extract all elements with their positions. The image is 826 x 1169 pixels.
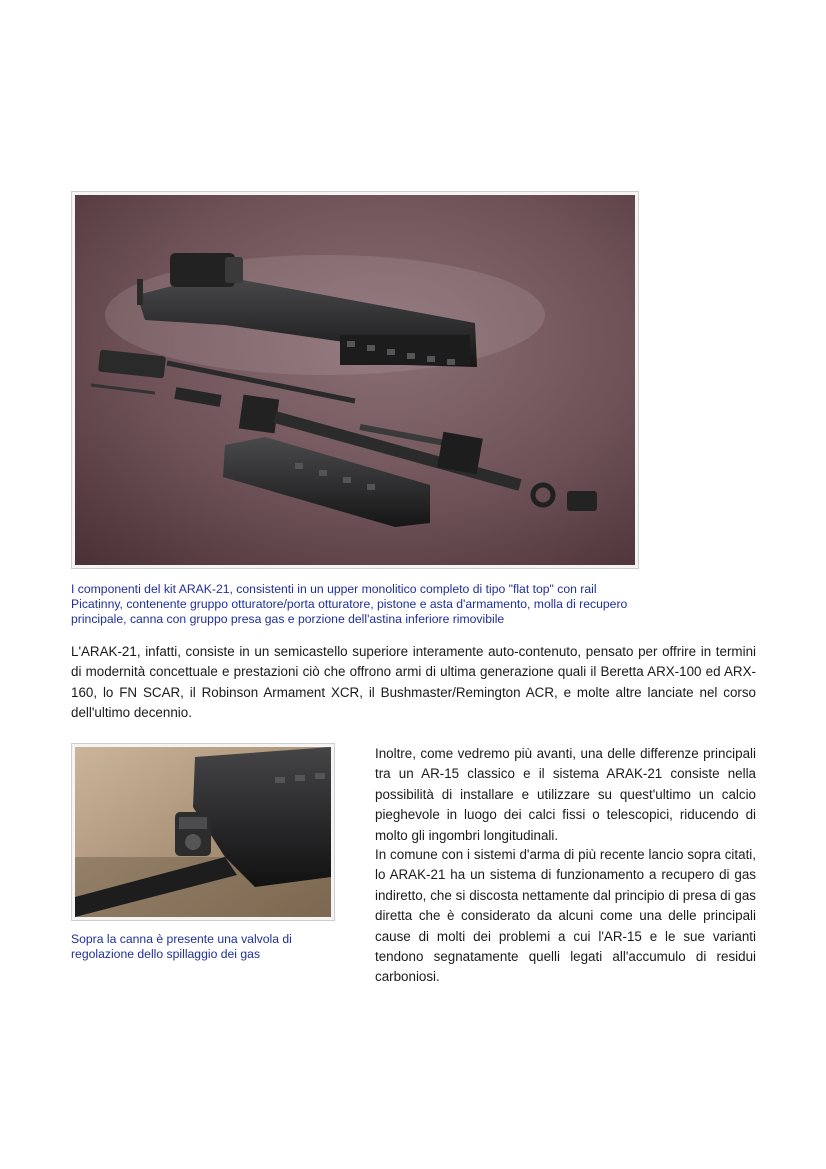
figure-photo-gas-valve (71, 743, 335, 921)
gas-valve-photo (75, 747, 331, 917)
body-paragraph-intro: L'ARAK-21, infatti, consiste in un semicastello superiore interamente auto-contenuto, pensato per offrire in termini di modernità concettuale e prestazioni ciò che offrono armi di ultima generazione quali il Beretta ARX-100 ed ARX-160, lo FN SCAR, il Robinson Armament XCR, il Bushmaster/Remington ACR, e molte altre lanciate nel corso dell'ultimo decennio. (71, 644, 756, 721)
figure-caption-components: I componenti del kit ARAK-21, consistenti in un upper monolitico completo di tipo "flat top" con rail Picatinny, contenente gruppo otturatore/porta otturatore, pistone e asta d'armamento, molla di recupero principale, canna con gruppo presa gas e porzione dell'astina inferiore rimovibile (71, 582, 628, 626)
figure-photo-components (71, 191, 639, 569)
body-paragraph-gas-system: In comune con i sistemi d'arma di più recente lancio sopra citati, lo ARAK-21 ha un sistema di funzionamento a recupero di gas indiretto, che si discosta nettamente dal principio di presa di gas diretta che è considerato da alcuni come una delle principali cause di molti dei problemi a cui l'AR-15 e le sue varianti tendono segnatamente quelli legati all'accumulo di residui carboniosi. (375, 847, 756, 985)
components-photo (75, 195, 635, 565)
body-paragraph-folding-stock: Inoltre, come vedremo più avanti, una delle differenze principali tra un AR-15 classico e il sistema ARAK-21 consiste nella possibilità di installare e utilizzare su quest'ultimo un calcio pieghevole in luogo dei calci fissi o telescopici, riducendo di molto gli ingombri longitudinali. (375, 746, 756, 843)
figure-caption-gas-valve: Sopra la canna è presente una valvola di regolazione dello spillaggio dei gas (71, 932, 292, 961)
